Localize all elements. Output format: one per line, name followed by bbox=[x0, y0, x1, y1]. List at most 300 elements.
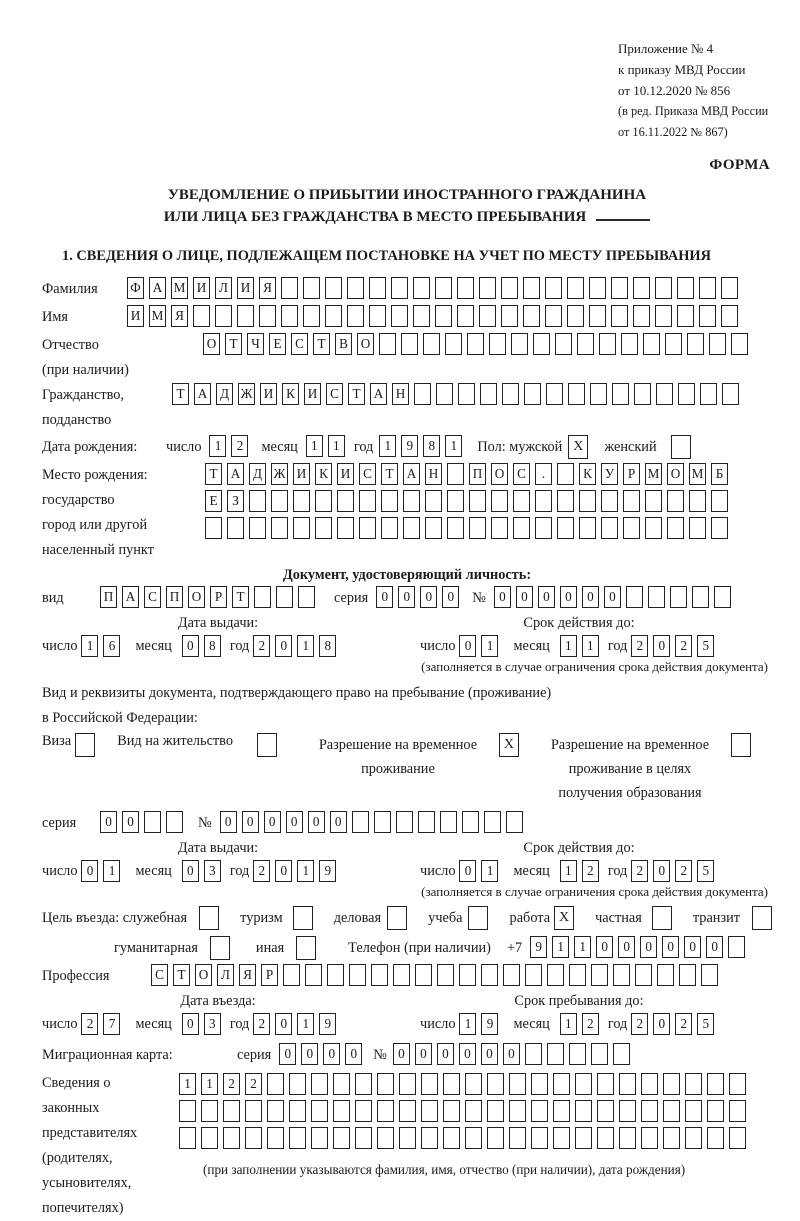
char-box[interactable] bbox=[447, 490, 464, 512]
char-box[interactable] bbox=[436, 383, 453, 405]
char-box[interactable]: Т bbox=[172, 383, 189, 405]
char-box[interactable] bbox=[619, 1100, 636, 1122]
char-box[interactable] bbox=[728, 936, 745, 958]
char-box[interactable]: 0 bbox=[345, 1043, 362, 1065]
char-box[interactable] bbox=[685, 1073, 702, 1095]
char-box[interactable]: 1 bbox=[297, 1013, 314, 1035]
purpose-humanitarian-checkbox[interactable] bbox=[210, 936, 230, 960]
char-box[interactable]: 2 bbox=[231, 435, 248, 457]
char-box[interactable] bbox=[645, 490, 662, 512]
char-box[interactable]: 5 bbox=[697, 1013, 714, 1035]
char-box[interactable]: Ч bbox=[247, 333, 264, 355]
char-box[interactable]: Т bbox=[173, 964, 190, 986]
char-box[interactable]: 0 bbox=[242, 811, 259, 833]
char-box[interactable]: И bbox=[193, 277, 210, 299]
char-box[interactable]: 8 bbox=[319, 635, 336, 657]
char-box[interactable] bbox=[613, 1043, 630, 1065]
char-box[interactable]: М bbox=[645, 463, 662, 485]
char-box[interactable]: М bbox=[149, 305, 166, 327]
char-box[interactable] bbox=[311, 1100, 328, 1122]
char-box[interactable]: 9 bbox=[481, 1013, 498, 1035]
char-box[interactable]: К bbox=[315, 463, 332, 485]
char-box[interactable] bbox=[399, 1127, 416, 1149]
char-box[interactable] bbox=[421, 1127, 438, 1149]
char-box[interactable] bbox=[413, 277, 430, 299]
char-box[interactable] bbox=[379, 333, 396, 355]
sex-male-checkbox[interactable]: X bbox=[568, 435, 588, 459]
char-box[interactable] bbox=[557, 490, 574, 512]
char-box[interactable]: 0 bbox=[279, 1043, 296, 1065]
char-box[interactable] bbox=[391, 277, 408, 299]
char-box[interactable] bbox=[506, 811, 523, 833]
char-box[interactable] bbox=[641, 1127, 658, 1149]
char-box[interactable]: П bbox=[469, 463, 486, 485]
char-box[interactable]: О bbox=[667, 463, 684, 485]
char-box[interactable]: Д bbox=[216, 383, 233, 405]
char-box[interactable] bbox=[509, 1127, 526, 1149]
char-box[interactable] bbox=[633, 277, 650, 299]
char-box[interactable]: 0 bbox=[618, 936, 635, 958]
char-box[interactable] bbox=[289, 1100, 306, 1122]
char-box[interactable] bbox=[374, 811, 391, 833]
char-box[interactable] bbox=[396, 811, 413, 833]
char-box[interactable] bbox=[484, 811, 501, 833]
char-box[interactable] bbox=[597, 1073, 614, 1095]
char-box[interactable]: 0 bbox=[582, 586, 599, 608]
char-box[interactable] bbox=[303, 277, 320, 299]
char-box[interactable] bbox=[227, 517, 244, 539]
char-box[interactable] bbox=[555, 333, 572, 355]
char-box[interactable]: 2 bbox=[253, 1013, 270, 1035]
char-box[interactable] bbox=[655, 277, 672, 299]
char-box[interactable] bbox=[648, 586, 665, 608]
char-box[interactable] bbox=[643, 333, 660, 355]
char-box[interactable] bbox=[355, 1073, 372, 1095]
char-box[interactable]: С bbox=[326, 383, 343, 405]
char-box[interactable] bbox=[283, 964, 300, 986]
char-box[interactable] bbox=[689, 517, 706, 539]
char-box[interactable]: А bbox=[194, 383, 211, 405]
char-box[interactable] bbox=[663, 1073, 680, 1095]
char-box[interactable]: 0 bbox=[494, 586, 511, 608]
char-box[interactable]: 2 bbox=[631, 635, 648, 657]
char-box[interactable]: 2 bbox=[253, 635, 270, 657]
char-box[interactable]: Е bbox=[269, 333, 286, 355]
char-box[interactable]: О bbox=[491, 463, 508, 485]
char-box[interactable] bbox=[635, 964, 652, 986]
char-box[interactable]: Т bbox=[225, 333, 242, 355]
char-box[interactable]: 0 bbox=[560, 586, 577, 608]
char-box[interactable] bbox=[281, 305, 298, 327]
char-box[interactable] bbox=[731, 333, 748, 355]
char-box[interactable] bbox=[601, 517, 618, 539]
char-box[interactable] bbox=[721, 277, 738, 299]
purpose-work-checkbox[interactable]: X bbox=[554, 906, 574, 930]
char-box[interactable] bbox=[333, 1100, 350, 1122]
char-box[interactable] bbox=[144, 811, 161, 833]
char-box[interactable] bbox=[327, 964, 344, 986]
char-box[interactable] bbox=[657, 964, 674, 986]
char-box[interactable]: 9 bbox=[319, 1013, 336, 1035]
char-box[interactable] bbox=[591, 964, 608, 986]
char-box[interactable] bbox=[435, 305, 452, 327]
char-box[interactable]: 2 bbox=[81, 1013, 98, 1035]
char-box[interactable]: 0 bbox=[604, 586, 621, 608]
char-box[interactable]: Т bbox=[348, 383, 365, 405]
char-box[interactable]: С bbox=[144, 586, 161, 608]
char-box[interactable] bbox=[437, 964, 454, 986]
char-box[interactable]: 0 bbox=[538, 586, 555, 608]
char-box[interactable]: 0 bbox=[376, 586, 393, 608]
char-box[interactable]: 1 bbox=[481, 860, 498, 882]
char-box[interactable] bbox=[557, 517, 574, 539]
char-box[interactable] bbox=[567, 305, 584, 327]
char-box[interactable] bbox=[487, 1127, 504, 1149]
char-box[interactable] bbox=[205, 517, 222, 539]
char-box[interactable]: Ж bbox=[238, 383, 255, 405]
char-box[interactable] bbox=[591, 1043, 608, 1065]
char-box[interactable]: 0 bbox=[415, 1043, 432, 1065]
char-box[interactable]: А bbox=[403, 463, 420, 485]
char-box[interactable] bbox=[533, 333, 550, 355]
char-box[interactable]: Р bbox=[210, 586, 227, 608]
char-box[interactable] bbox=[531, 1073, 548, 1095]
char-box[interactable]: 1 bbox=[560, 860, 577, 882]
visa-checkbox[interactable] bbox=[75, 733, 95, 757]
char-box[interactable]: 8 bbox=[423, 435, 440, 457]
char-box[interactable]: 0 bbox=[437, 1043, 454, 1065]
char-box[interactable] bbox=[479, 305, 496, 327]
char-box[interactable] bbox=[667, 517, 684, 539]
char-box[interactable] bbox=[276, 586, 293, 608]
char-box[interactable]: И bbox=[260, 383, 277, 405]
char-box[interactable] bbox=[399, 1073, 416, 1095]
char-box[interactable] bbox=[487, 1100, 504, 1122]
char-box[interactable]: 1 bbox=[574, 936, 591, 958]
char-box[interactable]: 1 bbox=[328, 435, 345, 457]
char-box[interactable]: 8 bbox=[204, 635, 221, 657]
char-box[interactable] bbox=[303, 305, 320, 327]
char-box[interactable]: 2 bbox=[582, 860, 599, 882]
char-box[interactable] bbox=[401, 333, 418, 355]
char-box[interactable] bbox=[179, 1127, 196, 1149]
char-box[interactable] bbox=[589, 305, 606, 327]
char-box[interactable]: Р bbox=[623, 463, 640, 485]
char-box[interactable] bbox=[597, 1100, 614, 1122]
char-box[interactable] bbox=[634, 383, 651, 405]
char-box[interactable] bbox=[315, 490, 332, 512]
char-box[interactable] bbox=[589, 277, 606, 299]
char-box[interactable] bbox=[579, 517, 596, 539]
char-box[interactable] bbox=[523, 277, 540, 299]
char-box[interactable]: Я bbox=[171, 305, 188, 327]
char-box[interactable] bbox=[166, 811, 183, 833]
char-box[interactable]: С bbox=[291, 333, 308, 355]
char-box[interactable]: 1 bbox=[459, 1013, 476, 1035]
char-box[interactable]: 1 bbox=[552, 936, 569, 958]
char-box[interactable]: 0 bbox=[264, 811, 281, 833]
char-box[interactable]: 1 bbox=[297, 860, 314, 882]
char-box[interactable] bbox=[377, 1100, 394, 1122]
char-box[interactable] bbox=[462, 811, 479, 833]
char-box[interactable] bbox=[267, 1100, 284, 1122]
char-box[interactable] bbox=[665, 333, 682, 355]
char-box[interactable] bbox=[179, 1100, 196, 1122]
char-box[interactable] bbox=[237, 305, 254, 327]
char-box[interactable]: 1 bbox=[297, 635, 314, 657]
char-box[interactable] bbox=[371, 964, 388, 986]
char-box[interactable] bbox=[458, 383, 475, 405]
char-box[interactable] bbox=[613, 964, 630, 986]
char-box[interactable] bbox=[623, 517, 640, 539]
char-box[interactable]: З bbox=[227, 490, 244, 512]
char-box[interactable] bbox=[513, 517, 530, 539]
char-box[interactable] bbox=[597, 1127, 614, 1149]
char-box[interactable] bbox=[692, 586, 709, 608]
char-box[interactable] bbox=[577, 333, 594, 355]
char-box[interactable] bbox=[421, 1100, 438, 1122]
char-box[interactable] bbox=[509, 1073, 526, 1095]
temp-residence-checkbox[interactable]: X bbox=[499, 733, 519, 757]
char-box[interactable] bbox=[201, 1100, 218, 1122]
char-box[interactable] bbox=[535, 490, 552, 512]
char-box[interactable]: 0 bbox=[420, 586, 437, 608]
char-box[interactable] bbox=[501, 305, 518, 327]
char-box[interactable] bbox=[575, 1127, 592, 1149]
char-box[interactable] bbox=[271, 517, 288, 539]
char-box[interactable] bbox=[511, 333, 528, 355]
char-box[interactable] bbox=[575, 1100, 592, 1122]
char-box[interactable] bbox=[418, 811, 435, 833]
char-box[interactable] bbox=[469, 490, 486, 512]
char-box[interactable]: 2 bbox=[631, 1013, 648, 1035]
char-box[interactable] bbox=[289, 1127, 306, 1149]
char-box[interactable] bbox=[601, 490, 618, 512]
char-box[interactable] bbox=[425, 517, 442, 539]
char-box[interactable]: 0 bbox=[275, 635, 292, 657]
char-box[interactable]: 0 bbox=[308, 811, 325, 833]
char-box[interactable] bbox=[525, 1043, 542, 1065]
char-box[interactable]: 0 bbox=[459, 1043, 476, 1065]
char-box[interactable]: 0 bbox=[323, 1043, 340, 1065]
char-box[interactable]: И bbox=[237, 277, 254, 299]
char-box[interactable]: 0 bbox=[516, 586, 533, 608]
char-box[interactable] bbox=[355, 1100, 372, 1122]
char-box[interactable] bbox=[333, 1127, 350, 1149]
char-box[interactable] bbox=[201, 1127, 218, 1149]
char-box[interactable] bbox=[663, 1100, 680, 1122]
char-box[interactable] bbox=[545, 277, 562, 299]
char-box[interactable] bbox=[293, 490, 310, 512]
char-box[interactable]: Т bbox=[381, 463, 398, 485]
char-box[interactable]: О bbox=[195, 964, 212, 986]
char-box[interactable] bbox=[447, 463, 464, 485]
char-box[interactable]: 1 bbox=[481, 635, 498, 657]
char-box[interactable] bbox=[714, 586, 731, 608]
char-box[interactable] bbox=[553, 1127, 570, 1149]
char-box[interactable] bbox=[567, 277, 584, 299]
char-box[interactable] bbox=[557, 463, 574, 485]
char-box[interactable] bbox=[480, 383, 497, 405]
char-box[interactable] bbox=[311, 1127, 328, 1149]
char-box[interactable] bbox=[377, 1127, 394, 1149]
char-box[interactable]: Т bbox=[205, 463, 222, 485]
char-box[interactable]: О bbox=[357, 333, 374, 355]
char-box[interactable] bbox=[337, 517, 354, 539]
char-box[interactable]: 0 bbox=[706, 936, 723, 958]
char-box[interactable] bbox=[700, 383, 717, 405]
char-box[interactable] bbox=[677, 277, 694, 299]
char-box[interactable]: 1 bbox=[103, 860, 120, 882]
char-box[interactable] bbox=[381, 517, 398, 539]
char-box[interactable] bbox=[315, 517, 332, 539]
char-box[interactable] bbox=[337, 490, 354, 512]
char-box[interactable] bbox=[509, 1100, 526, 1122]
char-box[interactable]: 0 bbox=[653, 635, 670, 657]
char-box[interactable] bbox=[333, 1073, 350, 1095]
char-box[interactable]: 1 bbox=[560, 635, 577, 657]
char-box[interactable]: . bbox=[535, 463, 552, 485]
char-box[interactable] bbox=[553, 1073, 570, 1095]
char-box[interactable]: Ф bbox=[127, 277, 144, 299]
char-box[interactable]: 0 bbox=[398, 586, 415, 608]
char-box[interactable] bbox=[245, 1100, 262, 1122]
char-box[interactable] bbox=[524, 383, 541, 405]
char-box[interactable] bbox=[663, 1127, 680, 1149]
char-box[interactable]: 9 bbox=[401, 435, 418, 457]
char-box[interactable] bbox=[667, 490, 684, 512]
char-box[interactable] bbox=[619, 1073, 636, 1095]
char-box[interactable] bbox=[677, 305, 694, 327]
purpose-tourism-checkbox[interactable] bbox=[293, 906, 313, 930]
char-box[interactable]: 0 bbox=[459, 860, 476, 882]
char-box[interactable]: 0 bbox=[596, 936, 613, 958]
char-box[interactable]: 0 bbox=[684, 936, 701, 958]
char-box[interactable] bbox=[546, 383, 563, 405]
char-box[interactable]: С bbox=[513, 463, 530, 485]
char-box[interactable]: 0 bbox=[393, 1043, 410, 1065]
char-box[interactable] bbox=[311, 1073, 328, 1095]
char-box[interactable] bbox=[271, 490, 288, 512]
char-box[interactable] bbox=[347, 305, 364, 327]
char-box[interactable] bbox=[575, 1073, 592, 1095]
char-box[interactable] bbox=[281, 277, 298, 299]
char-box[interactable]: 1 bbox=[379, 435, 396, 457]
char-box[interactable] bbox=[443, 1100, 460, 1122]
char-box[interactable] bbox=[423, 333, 440, 355]
char-box[interactable] bbox=[623, 490, 640, 512]
char-box[interactable] bbox=[415, 964, 432, 986]
char-box[interactable]: 2 bbox=[245, 1073, 262, 1095]
char-box[interactable]: 0 bbox=[220, 811, 237, 833]
char-box[interactable]: 0 bbox=[503, 1043, 520, 1065]
char-box[interactable]: 0 bbox=[286, 811, 303, 833]
char-box[interactable] bbox=[465, 1073, 482, 1095]
char-box[interactable]: 0 bbox=[653, 860, 670, 882]
char-box[interactable] bbox=[569, 964, 586, 986]
char-box[interactable] bbox=[621, 333, 638, 355]
char-box[interactable]: 0 bbox=[481, 1043, 498, 1065]
char-box[interactable]: А bbox=[122, 586, 139, 608]
char-box[interactable]: Ж bbox=[271, 463, 288, 485]
purpose-transit-checkbox[interactable] bbox=[752, 906, 772, 930]
char-box[interactable]: 0 bbox=[442, 586, 459, 608]
char-box[interactable] bbox=[699, 277, 716, 299]
char-box[interactable] bbox=[523, 305, 540, 327]
char-box[interactable] bbox=[679, 964, 696, 986]
char-box[interactable] bbox=[425, 490, 442, 512]
char-box[interactable]: 0 bbox=[182, 635, 199, 657]
char-box[interactable] bbox=[655, 305, 672, 327]
purpose-business-checkbox[interactable] bbox=[387, 906, 407, 930]
char-box[interactable]: 2 bbox=[631, 860, 648, 882]
char-box[interactable]: 3 bbox=[204, 860, 221, 882]
char-box[interactable] bbox=[619, 1127, 636, 1149]
char-box[interactable] bbox=[325, 305, 342, 327]
char-box[interactable]: 0 bbox=[122, 811, 139, 833]
char-box[interactable]: Л bbox=[215, 277, 232, 299]
char-box[interactable]: 3 bbox=[204, 1013, 221, 1035]
char-box[interactable] bbox=[501, 277, 518, 299]
char-box[interactable]: Б bbox=[711, 463, 728, 485]
char-box[interactable] bbox=[215, 305, 232, 327]
char-box[interactable] bbox=[729, 1073, 746, 1095]
char-box[interactable]: П bbox=[100, 586, 117, 608]
char-box[interactable] bbox=[325, 277, 342, 299]
char-box[interactable] bbox=[502, 383, 519, 405]
char-box[interactable]: 6 bbox=[103, 635, 120, 657]
char-box[interactable] bbox=[645, 517, 662, 539]
char-box[interactable]: Н bbox=[425, 463, 442, 485]
char-box[interactable]: 0 bbox=[662, 936, 679, 958]
char-box[interactable] bbox=[535, 517, 552, 539]
char-box[interactable]: К bbox=[282, 383, 299, 405]
char-box[interactable] bbox=[267, 1127, 284, 1149]
char-box[interactable] bbox=[707, 1073, 724, 1095]
char-box[interactable]: 0 bbox=[182, 1013, 199, 1035]
purpose-private-checkbox[interactable] bbox=[652, 906, 672, 930]
purpose-other-checkbox[interactable] bbox=[296, 936, 316, 960]
char-box[interactable]: 0 bbox=[81, 860, 98, 882]
char-box[interactable] bbox=[193, 305, 210, 327]
char-box[interactable] bbox=[369, 305, 386, 327]
char-box[interactable] bbox=[355, 1127, 372, 1149]
char-box[interactable] bbox=[445, 333, 462, 355]
char-box[interactable] bbox=[547, 1043, 564, 1065]
char-box[interactable] bbox=[347, 277, 364, 299]
char-box[interactable] bbox=[435, 277, 452, 299]
char-box[interactable] bbox=[249, 517, 266, 539]
char-box[interactable]: С bbox=[151, 964, 168, 986]
char-box[interactable] bbox=[465, 1127, 482, 1149]
char-box[interactable]: М bbox=[689, 463, 706, 485]
char-box[interactable] bbox=[547, 964, 564, 986]
char-box[interactable] bbox=[223, 1127, 240, 1149]
char-box[interactable] bbox=[525, 964, 542, 986]
char-box[interactable] bbox=[359, 517, 376, 539]
char-box[interactable]: 0 bbox=[459, 635, 476, 657]
char-box[interactable]: 2 bbox=[675, 860, 692, 882]
char-box[interactable]: 1 bbox=[306, 435, 323, 457]
char-box[interactable] bbox=[656, 383, 673, 405]
char-box[interactable] bbox=[457, 277, 474, 299]
char-box[interactable]: 0 bbox=[301, 1043, 318, 1065]
char-box[interactable] bbox=[633, 305, 650, 327]
char-box[interactable] bbox=[568, 383, 585, 405]
char-box[interactable]: В bbox=[335, 333, 352, 355]
char-box[interactable] bbox=[531, 1127, 548, 1149]
char-box[interactable] bbox=[491, 517, 508, 539]
